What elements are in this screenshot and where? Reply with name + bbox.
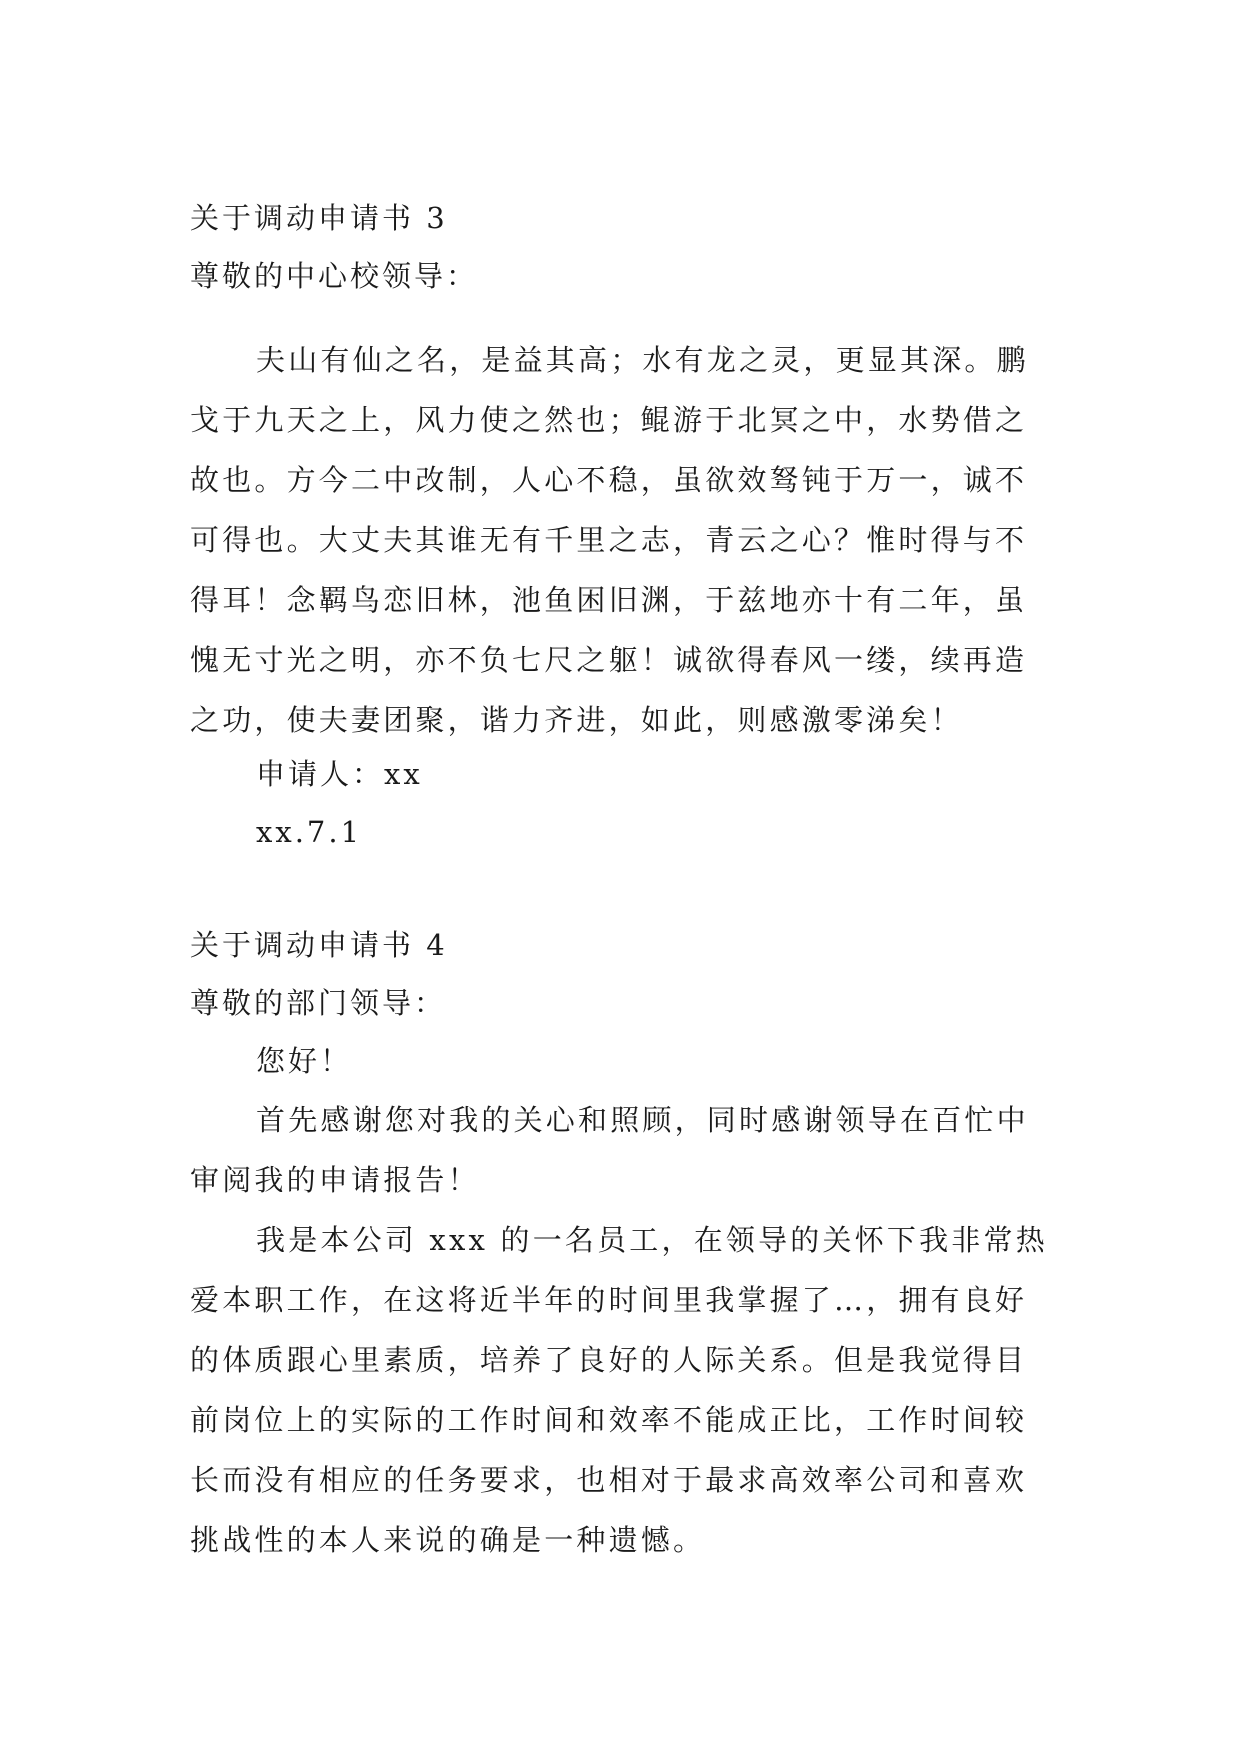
section4-paragraph2: 我是本公司 xxx 的一名员工，在领导的关怀下我非常热爱本职工作，在这将近半年的时间里我掌握了…，拥有良好的体质跟心里素质，培养了良好的人际关系。但是我觉得目前岗位上的实际的工作时间和效率不能成正比，工作时间较长而没有相应的任务要求，也相对于最求高效率公司和喜欢挑战性的本人来说的确是一种遗憾。 <box>190 1223 1048 1557</box>
section4-salutation: 尊敬的部门领导： <box>190 986 447 1020</box>
document-page <box>190 0 1050 1754</box>
section3-title: 关于调动申请书 3 <box>190 201 448 235</box>
section3-body: 夫山有仙之名，是益其高；水有龙之灵，更显其深。鹏戈于九天之上，风力使之然也；鲲游于北冥之中，水势借之故也。方今二中改制，人心不稳，虽欲效驽钝于万一，诚不可得也。大丈夫其谁无有千里之志，青云之心？惟时得与不得耳！念羁鸟恋旧林，池鱼困旧渊，于兹地亦十有二年，虽愧无寸光之明，亦不负七尺之躯！诚欲得春风一缕，续再造之功，使夫妻团聚，谐力齐进，如此，则感激零涕矣！ <box>190 343 1029 737</box>
section4-paragraph1: 首先感谢您对我的关心和照顾，同时感谢领导在百忙中审阅我的申请报告！ <box>190 1103 1029 1197</box>
section4-greeting: 您好！ <box>256 1044 353 1078</box>
section3-date: xx.7.1 <box>256 815 363 849</box>
section4-title: 关于调动申请书 4 <box>190 928 448 962</box>
section3-applicant: 申请人：xx <box>256 757 423 791</box>
section3-salutation: 尊敬的中心校领导： <box>190 259 479 293</box>
